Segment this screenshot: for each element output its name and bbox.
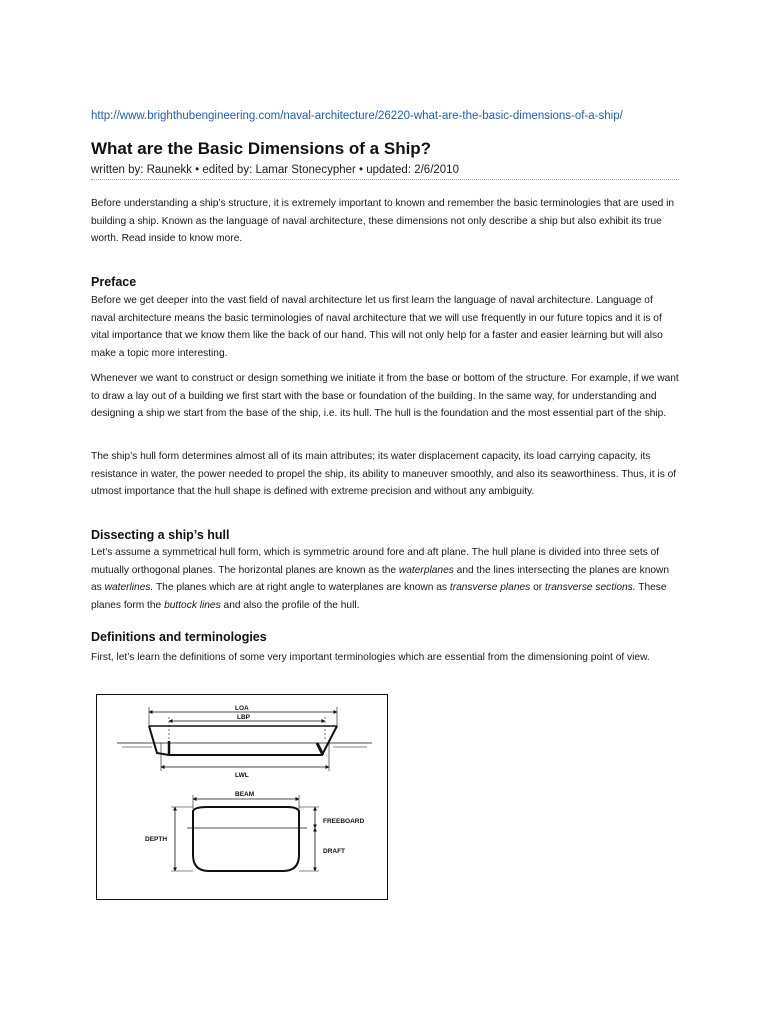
definitions-paragraph: First, let’s learn the definitions of some very important terminologies which are essential from the dimensioning point of view. (91, 652, 650, 663)
dissecting-heading: Dissecting a ship’s hull (91, 528, 230, 542)
preface-paragraph-3: The ship’s hull form determines almost all of its main attributes; its water displacement capacity, its load carrying capacity, its resistance in water, the power needed to propel the ship, its ability to maneuver smoothly, and also its seaworthiness. Thus, it is of utmost importance that the hull shape is defined with extreme precision and without any ambiguity. (91, 451, 677, 498)
hull-profile (117, 726, 372, 756)
source-url-link[interactable]: http://www.brighthubengineering.com/naval-architecture/26220-what-are-the-basic-dimensions-of-a-ship/ (91, 110, 623, 122)
lwl-label: LWL (235, 772, 249, 779)
preface-paragraph-1: Before we get deeper into the vast field of naval architecture let us first learn the language of naval architecture. Language of naval architecture means the basic terminologies of naval architecture that we will use frequently in our future topics and it is of vital importance that we know them like the back of our hand. This will not only help for a faster and easier learning but will also make a topic more interesting. (91, 295, 663, 359)
depth-label: DEPTH (145, 836, 168, 843)
intro-paragraph: Before understanding a ship’s structure, it is extremely important to known and remember the basic terminologies that are used in building a ship. Known as the language of naval architecture, these dimensions not only describe a ship but also exhibit its true worth. Read inside to know more. (91, 198, 675, 245)
freeboard-label: FREEBOARD (323, 818, 365, 825)
preface-paragraph-2: Whenever we want to construct or design something we initiate it from the base or bottom of the structure. For example, if we want to draw a lay out of a building we first start with the base or foundation of the building. In the same way, for understanding and designing a ship we start from the base of the ship, i.e. its hull. The hull is the foundation and the most essential part of the ship. (91, 373, 679, 420)
preface-heading: Preface (91, 275, 137, 289)
hull-section (187, 807, 307, 871)
article-title: What are the Basic Dimensions of a Ship? (91, 139, 432, 158)
loa-label: LOA (235, 705, 249, 712)
draft-label: DRAFT (323, 848, 346, 855)
definitions-heading: Definitions and terminologies (91, 630, 267, 644)
ship-dimensions-diagram (96, 694, 388, 900)
dissecting-paragraph: Let’s assume a symmetrical hull form, which is symmetric around fore and aft plane. The hull plane is divided into three sets of mutually orthogonal planes. The horizontal planes are known as the waterplanes and the lines intersecting the planes are known as waterlines. The planes which are at right angle to waterplanes are known as transverse planes or transverse sections. These planes form the buttock lines and also the profile of the hull. (91, 547, 670, 611)
byline-divider (91, 179, 679, 180)
lbp-label: LBP (237, 714, 250, 721)
article-byline: written by: Raunekk • edited by: Lamar Stonecypher • updated: 2/6/2010 (91, 164, 459, 176)
beam-label: BEAM (235, 791, 255, 798)
